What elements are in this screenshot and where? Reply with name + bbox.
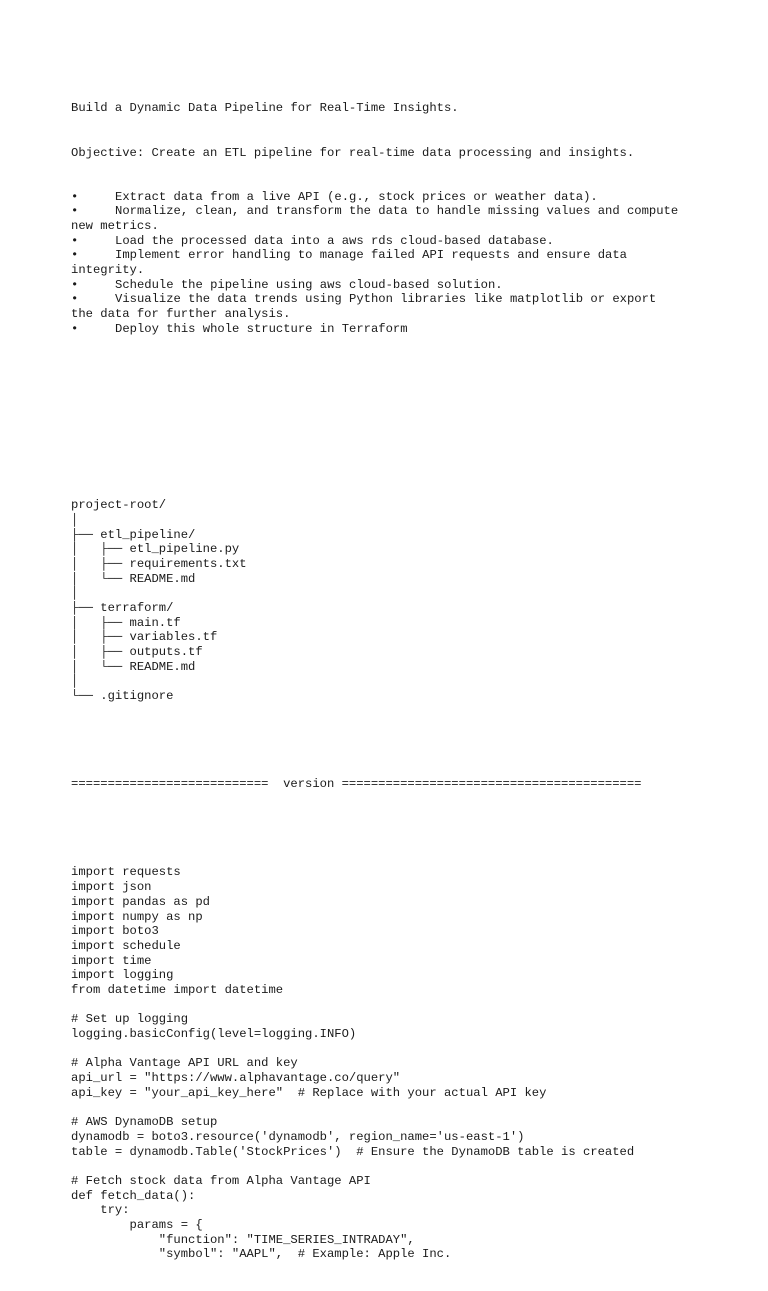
bullet-item-continuation <box>71 263 711 278</box>
code-line: import time <box>71 953 152 968</box>
code-line: logging.basicConfig(level=logging.INFO) <box>71 1027 357 1042</box>
code-line: # AWS DynamoDB setup <box>71 1115 218 1130</box>
code-line: from datetime import datetime <box>71 982 284 997</box>
tree-line: │ ├── variables.tf <box>71 630 218 645</box>
version-separator: =========================== version ========================================= <box>71 777 642 792</box>
code-line: table = dynamodb.Table('StockPrices') # Ensure the DynamoDB table is created <box>71 1144 635 1159</box>
tree-line: │ ├── etl_pipeline.py <box>71 542 240 557</box>
code-line: def fetch_data(): <box>71 1188 196 1203</box>
spacer <box>71 821 711 836</box>
tree-line: │ ├── main.tf <box>71 615 181 630</box>
bullet-mark: • <box>71 189 79 204</box>
bullet-text: Deploy this whole structure in Terraform <box>115 321 408 336</box>
bullet-mark: • <box>71 277 79 292</box>
bullet-text: new metrics. <box>71 218 159 233</box>
tree-line: ├── terraform/ <box>71 600 174 615</box>
code-line: # Set up logging <box>71 1012 189 1027</box>
bullet-text: the data for further analysis. <box>71 307 291 322</box>
bullet-item <box>71 322 711 337</box>
bullet-mark: • <box>71 292 79 307</box>
code-line: "symbol": "AAPL", # Example: Apple Inc. <box>71 1247 452 1262</box>
bullet-item-continuation <box>71 307 711 322</box>
bullet-item <box>71 278 711 293</box>
spacer <box>71 410 711 425</box>
code-line: params = { <box>71 1217 203 1232</box>
code-line: import pandas as pd <box>71 894 210 909</box>
document-objective: Objective: Create an ETL pipeline for real-time data processing and insights. <box>71 145 635 160</box>
document-body <box>71 72 711 1291</box>
code-line: import schedule <box>71 938 181 953</box>
code-line: dynamodb = boto3.resource('dynamodb', region_name='us-east-1') <box>71 1129 525 1144</box>
bullet-list <box>71 190 711 337</box>
bullet-item <box>71 204 711 219</box>
bullet-mark: • <box>71 248 79 263</box>
tree-line: └── .gitignore <box>71 689 174 704</box>
code-line: # Fetch stock data from Alpha Vantage API <box>71 1173 371 1188</box>
bullet-mark: • <box>71 233 79 248</box>
bullet-mark: • <box>71 321 79 336</box>
code-line: import json <box>71 880 152 895</box>
project-tree <box>71 498 711 704</box>
tree-line: │ <box>71 674 79 689</box>
bullet-item <box>71 292 711 307</box>
tree-line: │ └── README.md <box>71 659 196 674</box>
code-line: import requests <box>71 865 181 880</box>
tree-line: │ ├── outputs.tf <box>71 645 203 660</box>
code-line: import boto3 <box>71 924 159 939</box>
code-line: api_key = "your_api_key_here" # Replace with your actual API key <box>71 1085 547 1100</box>
tree-line: project-root/ <box>71 498 167 513</box>
code-line: import numpy as np <box>71 909 203 924</box>
spacer <box>71 366 711 381</box>
bullet-mark: • <box>71 204 79 219</box>
bullet-text: Visualize the data trends using Python libraries like matplotlib or export <box>115 292 657 307</box>
code-line: # Alpha Vantage API URL and key <box>71 1056 298 1071</box>
code-block <box>71 865 711 1262</box>
code-line: try: <box>71 1203 130 1218</box>
bullet-text: integrity. <box>71 263 145 278</box>
bullet-item <box>71 190 711 205</box>
bullet-item <box>71 234 711 249</box>
tree-line: │ └── README.md <box>71 571 196 586</box>
bullet-text: Normalize, clean, and transform the data to handle missing values and compute <box>115 204 679 219</box>
code-line: "function": "TIME_SERIES_INTRADAY", <box>71 1232 415 1247</box>
code-line <box>71 998 711 1013</box>
code-line: api_url = "https://www.alphavantage.co/query" <box>71 1071 401 1086</box>
tree-line: ├── etl_pipeline/ <box>71 527 196 542</box>
bullet-text: Schedule the pipeline using aws cloud-based solution. <box>115 277 503 292</box>
bullet-item <box>71 248 711 263</box>
code-line <box>71 1100 711 1115</box>
spacer <box>71 733 711 748</box>
code-line <box>71 1159 711 1174</box>
bullet-text: Implement error handling to manage failed API requests and ensure data <box>115 248 627 263</box>
tree-line: │ <box>71 586 79 601</box>
bullet-text: Extract data from a live API (e.g., stock prices or weather data). <box>115 189 598 204</box>
bullet-item-continuation <box>71 219 711 234</box>
document-title: Build a Dynamic Data Pipeline for Real-Time Insights. <box>71 101 459 116</box>
code-line <box>71 1042 711 1057</box>
bullet-text: Load the processed data into a aws rds cloud-based database. <box>115 233 554 248</box>
tree-line: │ <box>71 512 79 527</box>
tree-line: │ ├── requirements.txt <box>71 556 247 571</box>
code-line: import logging <box>71 968 174 983</box>
spacer <box>71 454 711 469</box>
